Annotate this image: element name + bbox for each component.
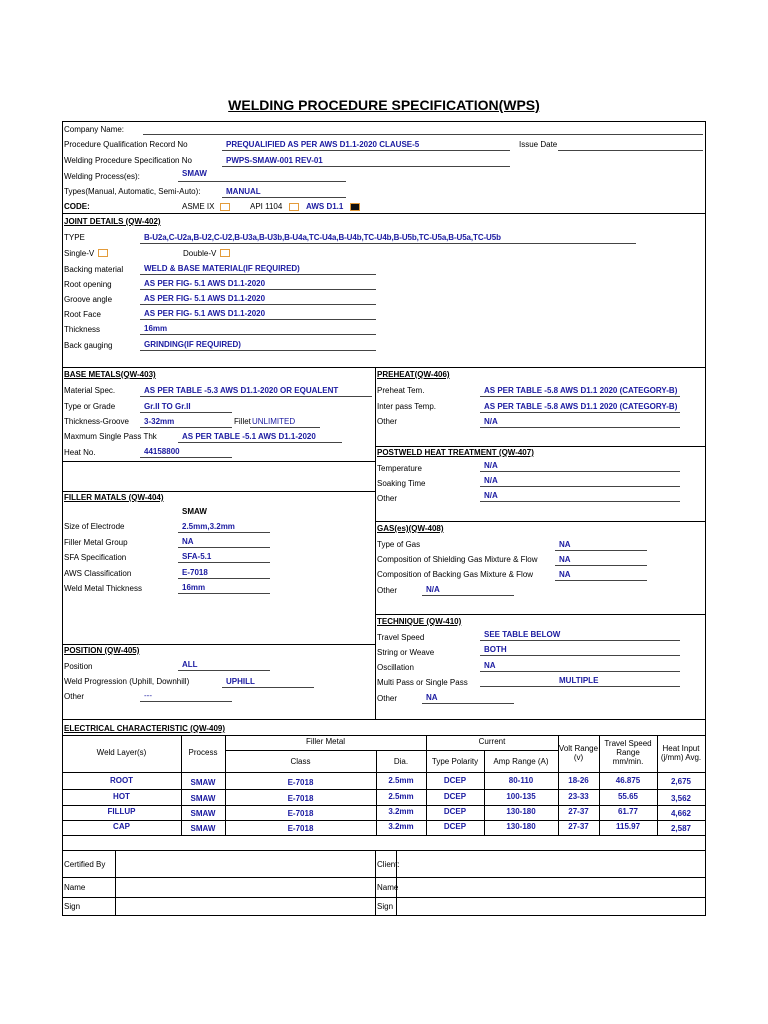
electrical-heading: ELECTRICAL CHARACTERISTIC (QW-409) (64, 724, 226, 733)
company-name-label: Company Name: (64, 125, 125, 134)
col-current: Current (478, 737, 506, 746)
row-amp: 130-180 (506, 807, 536, 816)
string-weave-label: String or Weave (377, 648, 435, 657)
single-v-label: Single-V (64, 249, 95, 258)
row-volt: 27-37 (568, 807, 589, 816)
row-polarity: DCEP (443, 807, 467, 816)
frame-bottom (62, 915, 706, 916)
code-api-label: API 1104 (250, 202, 283, 211)
single-v-checkbox[interactable] (98, 249, 108, 257)
row-heat: 4,662 (670, 809, 692, 818)
frame-top (62, 121, 706, 122)
row-class: E-7018 (287, 794, 314, 803)
max-pass-label: Maxmum Single Pass Thk (64, 432, 157, 441)
pwht-heading: POSTWELD HEAT TREATMENT (QW-407) (377, 448, 534, 457)
row-class: E-7018 (287, 778, 314, 787)
col-filler-metal: Filler Metal (305, 737, 346, 746)
row-dia: 2.5mm (388, 776, 414, 785)
col-type-polarity: Type Polarity (431, 757, 479, 766)
row-process: SMAW (190, 809, 216, 818)
root-opening-value: AS PER FIG- 5.1 AWS D1.1-2020 (144, 279, 266, 288)
multi-pass-value: MULTIPLE (559, 676, 599, 685)
row-volt: 27-37 (568, 822, 589, 831)
backing-gas-value: NA (559, 570, 571, 579)
position-label: Position (64, 662, 93, 671)
code-asme-label: ASME IX (182, 202, 215, 211)
pqr-value: PREQUALIFIED AS PER AWS D1.1-2020 CLAUSE-5 (226, 140, 420, 149)
technique-other-label: Other (377, 694, 398, 703)
wps-label: Welding Procedure Specification No (64, 156, 192, 165)
thickness-groove-label: Thickness-Groove (64, 417, 129, 426)
weld-metal-thk-label: Weld Metal Thickness (64, 584, 142, 593)
shielding-gas-value: NA (559, 555, 571, 564)
back-gauging-label: Back gauging (64, 341, 113, 350)
thickness-label: Thickness (64, 325, 101, 334)
preheat-other-label: Other (377, 417, 398, 426)
travel-speed-label: Travel Speed (377, 633, 425, 642)
col-class: Class (290, 757, 311, 766)
groove-angle-label: Groove angle (64, 295, 113, 304)
row-process: SMAW (190, 824, 216, 833)
technique-heading: TECHNIQUE (QW-410) (377, 617, 462, 626)
aws-class-label: AWS Classification (64, 569, 132, 578)
preheat-temp-value: AS PER TABLE -5.8 AWS D1.1 2020 (CATEGORY-B) (484, 386, 678, 395)
row-process: SMAW (190, 794, 216, 803)
col-amp-range: Amp Range (A) (493, 757, 549, 766)
shielding-gas-label: Composition of Shielding Gas Mixture & Flow (377, 555, 538, 564)
travel-speed-value: SEE TABLE BELOW (484, 630, 561, 639)
fillet-value: UNLIMITED (252, 417, 296, 426)
groove-angle-value: AS PER FIG- 5.1 AWS D1.1-2020 (144, 294, 266, 303)
gas-type-label: Type of Gas (377, 540, 421, 549)
thickness-groove-value: 3-32mm (144, 417, 175, 426)
back-gauging-value: GRINDING(IF REQUIRED) (144, 340, 241, 349)
backing-gas-label: Composition of Backing Gas Mixture & Flow (377, 570, 534, 579)
position-other-label: Other (64, 692, 85, 701)
frame-right (705, 121, 706, 916)
sfa-label: SFA Specification (64, 553, 127, 562)
row-class: E-7018 (287, 824, 314, 833)
filler-heading: FILLER MATALS (QW-404) (64, 493, 164, 502)
soaking-value: N/A (484, 476, 498, 485)
row-layer: CAP (113, 822, 130, 831)
row-polarity: DCEP (443, 822, 467, 831)
types-label: Types(Manual, Automatic, Semi-Auto): (64, 187, 201, 196)
gas-other-value: N/A (426, 585, 440, 594)
gas-heading: GAS(es)(QW-408) (377, 524, 444, 533)
fillet-label: Fillet (234, 417, 251, 426)
row-volt: 23-33 (568, 792, 589, 801)
string-weave-value: BOTH (484, 645, 507, 654)
electrode-size-label: Size of Electrode (64, 522, 125, 531)
row-amp: 100-135 (506, 792, 536, 801)
progression-label: Weld Progression (Uphill, Downhill) (64, 677, 190, 686)
pwht-temp-value: N/A (484, 461, 498, 470)
code-aws-checkbox[interactable] (350, 203, 360, 211)
joint-heading: JOINT DETAILS (QW-402) (64, 217, 161, 226)
code-asme-checkbox[interactable] (220, 203, 230, 211)
col-weld-layer: Weld Layer(s) (96, 748, 147, 757)
multi-pass-label: Multi Pass or Single Pass (377, 678, 468, 687)
gas-type-value: NA (559, 540, 571, 549)
interpass-label: Inter pass Temp. (377, 402, 436, 411)
heat-no-label: Heat No. (64, 448, 96, 457)
row-dia: 3.2mm (388, 807, 414, 816)
row-amp: 80-110 (508, 776, 534, 785)
root-face-label: Root Face (64, 310, 101, 319)
technique-other-value: NA (426, 693, 438, 702)
col-travel-speed: Travel Speed Range mm/min. (604, 739, 652, 766)
position-other-value: --- (144, 691, 152, 700)
filler-process-value: SMAW (182, 507, 207, 516)
max-pass-value: AS PER TABLE -5.1 AWS D1.1-2020 (182, 432, 316, 441)
gas-other-label: Other (377, 586, 398, 595)
preheat-heading: PREHEAT(QW-406) (377, 370, 450, 379)
backing-value: WELD & BASE MATERIAL(IF REQUIRED) (144, 264, 300, 273)
root-face-value: AS PER FIG- 5.1 AWS D1.1-2020 (144, 309, 266, 318)
row-layer: HOT (113, 792, 130, 801)
code-api-checkbox[interactable] (289, 203, 299, 211)
issue-date-label: Issue Date (519, 140, 558, 149)
row-travel: 115.97 (615, 822, 641, 831)
certifier-name-label: Name (64, 883, 86, 892)
process-value: SMAW (182, 169, 207, 178)
row-travel: 61.77 (617, 807, 639, 816)
row-polarity: DCEP (443, 776, 467, 785)
material-spec-value: AS PER TABLE -5.3 AWS D1.1-2020 OR EQUALENT (144, 386, 339, 395)
preheat-temp-label: Preheat Tem. (377, 386, 425, 395)
interpass-value: AS PER TABLE -5.8 AWS D1.1 2020 (CATEGORY-B) (484, 402, 678, 411)
code-aws-label: AWS D1.1 (306, 202, 344, 211)
row-dia: 3.2mm (388, 822, 414, 831)
col-heat-input: Heat Input (j/mm) Avg. (660, 744, 702, 762)
double-v-label: Double-V (183, 249, 217, 258)
material-spec-label: Material Spec. (64, 386, 116, 395)
row-travel: 46.875 (615, 776, 641, 785)
electrode-size-value: 2.5mm,3.2mm (182, 522, 235, 531)
grade-value: Gr.II TO Gr.II (144, 402, 191, 411)
filler-group-value: NA (182, 537, 194, 546)
row-heat: 2,675 (670, 777, 692, 786)
grade-label: Type or Grade (64, 402, 116, 411)
pwht-temp-label: Temperature (377, 464, 422, 473)
client-label: Client: (377, 860, 400, 869)
sfa-value: SFA-5.1 (182, 552, 212, 561)
oscillation-value: NA (484, 661, 496, 670)
pwht-other-label: Other (377, 494, 398, 503)
soaking-label: Soaking Time (377, 479, 426, 488)
pwht-other-value: N/A (484, 491, 498, 500)
row-layer: FILLUP (107, 807, 136, 816)
progression-value: UPHILL (226, 677, 255, 686)
types-value: MANUAL (226, 187, 261, 196)
col-dia: Dia. (393, 757, 409, 766)
backing-label: Backing material (64, 265, 124, 274)
base-metals-heading: BASE METALS(QW-403) (64, 370, 156, 379)
row-amp: 130-180 (506, 822, 536, 831)
oscillation-label: Oscillation (377, 663, 414, 672)
row-layer: ROOT (109, 776, 134, 785)
row-volt: 18-26 (568, 776, 589, 785)
row-heat: 3,562 (670, 794, 692, 803)
wps-value: PWPS-SMAW-001 REV-01 (226, 156, 323, 165)
root-opening-label: Root opening (64, 280, 112, 289)
aws-class-value: E-7018 (182, 568, 208, 577)
col-process: Process (188, 748, 218, 757)
joint-type-value: B-U2a,C-U2a,B-U2,C-U2,B-U3a,B-U3b,B-U4a,TC-U4a,B-U4b,TC-U4b,B-U5b,TC-U5a,B-U5a,TC-U5b (144, 233, 501, 242)
col-volt-range: Volt Range (v) (558, 744, 599, 762)
row-polarity: DCEP (443, 792, 467, 801)
row-heat: 2,587 (670, 824, 692, 833)
process-label: Welding Process(es): (64, 172, 140, 181)
weld-metal-thk-value: 16mm (182, 583, 206, 592)
position-value: ALL (182, 660, 198, 669)
joint-type-label: TYPE (64, 233, 85, 242)
heat-no-value: 44158800 (144, 447, 180, 456)
page-title: WELDING PROCEDURE SPECIFICATION(WPS) (228, 97, 540, 113)
certifier-sign-label: Sign (64, 902, 81, 911)
filler-group-label: Filler Metal Group (64, 538, 128, 547)
pqr-label: Procedure Qualification Record No (64, 140, 188, 149)
thickness-value: 16mm (144, 324, 168, 333)
client-sign-label: Sign (377, 902, 394, 911)
double-v-checkbox[interactable] (220, 249, 230, 257)
preheat-other-value: N/A (484, 417, 498, 426)
row-travel: 55.65 (617, 792, 639, 801)
position-heading: POSITION (QW-405) (64, 646, 140, 655)
row-process: SMAW (190, 778, 216, 787)
row-class: E-7018 (287, 809, 314, 818)
row-dia: 2.5mm (388, 792, 414, 801)
client-name-label: Name (377, 883, 399, 892)
code-label: CODE: (64, 202, 90, 211)
certified-by-label: Certified By (64, 860, 106, 869)
